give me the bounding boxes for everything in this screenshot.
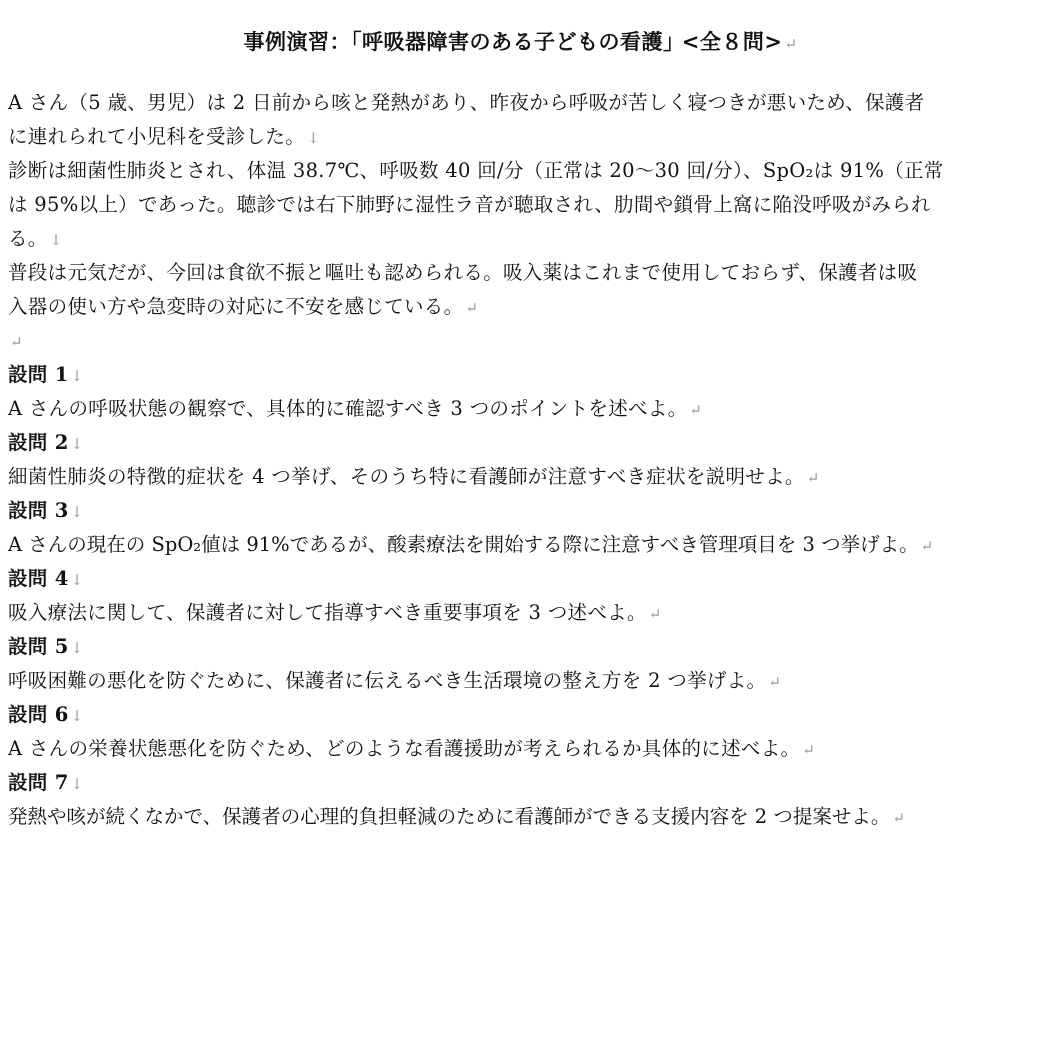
case-text-line bbox=[8, 256, 1033, 290]
question-label: 設問 7 bbox=[8, 771, 69, 794]
paragraph-mark: ↵ bbox=[648, 605, 662, 623]
case-text: に連れられて小児科を受診した。 bbox=[8, 125, 306, 148]
page-title bbox=[8, 0, 1033, 54]
line-break-mark: ↓ bbox=[70, 639, 84, 657]
question-heading bbox=[8, 766, 1033, 800]
paragraph-mark: ↵ bbox=[920, 537, 934, 555]
question-heading bbox=[8, 426, 1033, 460]
line-break-mark: ↓ bbox=[70, 571, 84, 589]
paragraph-mark: ↵ bbox=[10, 333, 23, 351]
question-text: 吸入療法に関して、保護者に対して指導すべき重要事項を 3 つ述べよ。 bbox=[8, 601, 647, 624]
case-text: A さん（5 歳、男児）は 2 日前から咳と発熱があり、昨夜から呼吸が苦しく寝つきが悪いため、保護者 bbox=[8, 91, 925, 114]
line-break-mark: ↓ bbox=[70, 503, 84, 521]
question-text-line bbox=[8, 528, 1033, 562]
question-text: A さんの栄養状態悪化を防ぐため、どのような看護援助が考えられるか具体的に述べよ。 bbox=[8, 737, 801, 760]
line-break-mark: ↓ bbox=[70, 707, 84, 725]
case-text: 普段は元気だが、今回は食欲不振と嘔吐も認められる。吸入薬はこれまで使用しておらず、保護者は吸 bbox=[8, 261, 918, 284]
title-text: 事例演習：｢呼吸器障害のある子どもの看護｣ <全８問> bbox=[243, 29, 783, 54]
question-text-line bbox=[8, 392, 1033, 426]
question-label: 設問 3 bbox=[8, 499, 69, 522]
paragraph-mark: ↵ bbox=[465, 299, 479, 317]
question-label: 設問 2 bbox=[8, 431, 69, 454]
question-label: 設問 5 bbox=[8, 635, 69, 658]
question-label: 設問 6 bbox=[8, 703, 69, 726]
question-heading bbox=[8, 358, 1033, 392]
question-text: A さんの現在の SpO₂値は 91%であるが、酸素療法を開始する際に注意すべき管理項目を 3 つ挙げよ。 bbox=[8, 533, 919, 556]
paragraph-mark: ↵ bbox=[784, 35, 798, 53]
case-text: 入器の使い方や急変時の対応に不安を感じている。 bbox=[8, 295, 464, 318]
paragraph-mark: ↵ bbox=[689, 401, 703, 419]
question-text: 細菌性肺炎の特徴的症状を 4 つ挙げ、そのうち特に看護師が注意すべき症状を説明せよ。 bbox=[8, 465, 805, 488]
line-break-mark: ↓ bbox=[70, 775, 84, 793]
question-text: A さんの呼吸状態の観察で、具体的に確認すべき 3 つのポイントを述べよ。 bbox=[8, 397, 688, 420]
paragraph-mark: ↵ bbox=[806, 469, 820, 487]
case-text-line bbox=[8, 154, 1033, 188]
question-text-line bbox=[8, 732, 1033, 766]
case-text-line bbox=[8, 222, 1033, 256]
empty-line bbox=[8, 324, 1033, 358]
line-break-mark: ↓ bbox=[70, 367, 84, 385]
paragraph-mark: ↵ bbox=[768, 673, 782, 691]
case-text-line bbox=[8, 120, 1033, 154]
line-break-mark: ↓ bbox=[70, 435, 84, 453]
case-text-line bbox=[8, 290, 1033, 324]
line-break-mark: ↓ bbox=[307, 129, 320, 147]
question-text-line bbox=[8, 460, 1033, 494]
question-heading bbox=[8, 630, 1033, 664]
question-text: 発熱や咳が続くなかで、保護者の心理的負担軽減のために看護師ができる支援内容を 2 つ提案せよ。 bbox=[8, 805, 891, 828]
question-text-line bbox=[8, 664, 1033, 698]
document-page bbox=[8, 0, 1033, 834]
paragraph-mark: ↵ bbox=[802, 741, 816, 759]
question-label: 設問 1 bbox=[8, 363, 69, 386]
case-text: る。 bbox=[8, 227, 48, 250]
question-heading bbox=[8, 494, 1033, 528]
case-text: は 95%以上）であった。聴診では右下肺野に湿性ラ音が聴取され、肋間や鎖骨上窩に陥没呼吸がみられ bbox=[8, 193, 931, 216]
question-label: 設問 4 bbox=[8, 567, 69, 590]
question-text-line bbox=[8, 800, 1033, 834]
question-heading bbox=[8, 562, 1033, 596]
line-break-mark: ↓ bbox=[49, 231, 63, 249]
question-heading bbox=[8, 698, 1033, 732]
case-text-line bbox=[8, 86, 1033, 120]
case-text: 診断は細菌性肺炎とされ、体温 38.7℃、呼吸数 40 回/分（正常は 20〜30 回/分）、SpO₂は 91%（正常 bbox=[8, 159, 944, 182]
case-text-line bbox=[8, 188, 1033, 222]
question-text: 呼吸困難の悪化を防ぐために、保護者に伝えるべき生活環境の整え方を 2 つ挙げよ。 bbox=[8, 669, 767, 692]
question-text-line bbox=[8, 596, 1033, 630]
paragraph-mark: ↵ bbox=[892, 809, 905, 827]
